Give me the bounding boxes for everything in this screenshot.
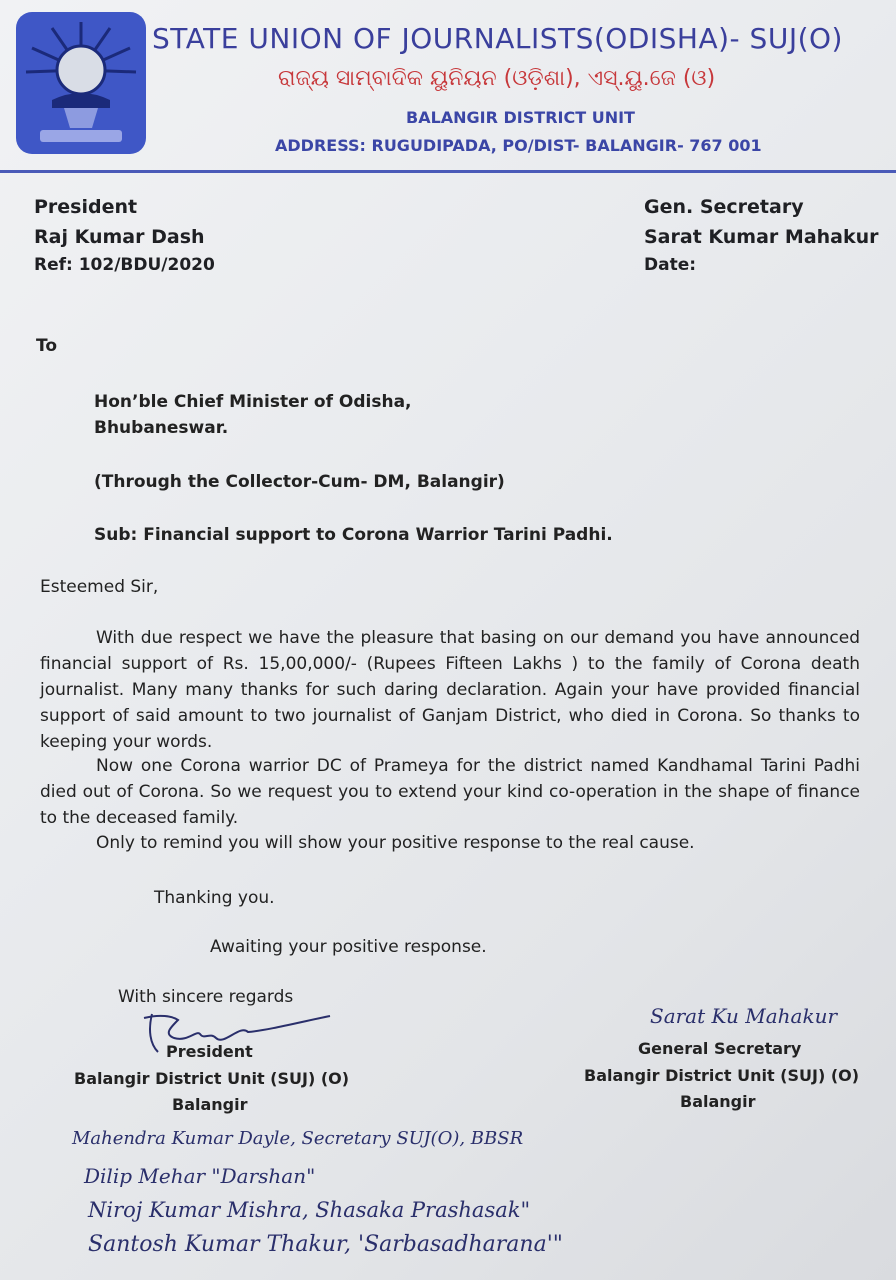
union-logo (12, 8, 150, 158)
secretary-signature: Sarat Ku Mahakur (650, 1004, 838, 1028)
subject-line: Sub: Financial support to Corona Warrior Tarini Padhi. (94, 525, 613, 545)
reference-number: Ref: 102/BDU/2020 (34, 255, 215, 275)
handwritten-note-3: Niroj Kumar Mishra, Shasaka Prashasak" (88, 1198, 531, 1222)
president-title: President (166, 1042, 253, 1061)
org-name-odia: ରାଜ୍ୟ ସାମ୍ବାଦିକ ୟୁନିୟନ (ଓଡ଼ିଶା), ଏସ୍.ୟୁ.ଜେ (ଓ) (278, 66, 716, 91)
handwritten-note-1: Mahendra Kumar Dayle, Secretary SUJ(O), BBSR (72, 1128, 524, 1149)
awaiting-line: Awaiting your positive response. (210, 937, 487, 957)
recipient-line1: Hon’ble Chief Minister of Odisha, (94, 392, 412, 412)
president-label: President (34, 196, 138, 218)
letterhead-divider (0, 170, 896, 173)
org-address: ADDRESS: RUGUDIPADA, PO/DIST- BALANGIR- 767 001 (275, 136, 762, 155)
president-name: Raj Kumar Dash (34, 226, 205, 248)
handwritten-note-4: Santosh Kumar Thakur, 'Sarbasadharana'" (88, 1232, 563, 1257)
paragraph-3: Only to remind you will show your positive response to the real cause. (96, 833, 695, 853)
through-line: (Through the Collector-Cum- DM, Balangir) (94, 472, 505, 492)
org-name: STATE UNION OF JOURNALISTS(ODISHA)- SUJ(O) (152, 22, 843, 55)
district-unit: BALANGIR DISTRICT UNIT (406, 108, 635, 127)
secretary-title: General Secretary (638, 1039, 802, 1058)
president-place: Balangir (172, 1095, 248, 1114)
secretary-unit: Balangir District Unit (SUJ) (O) (584, 1066, 860, 1085)
secretary-place: Balangir (680, 1092, 756, 1111)
recipient-line2: Bhubaneswar. (94, 418, 229, 438)
salutation: Esteemed Sir, (40, 577, 159, 597)
date-label: Date: (644, 255, 697, 275)
regards-line: With sincere regards (118, 987, 294, 1007)
president-unit: Balangir District Unit (SUJ) (O) (74, 1069, 350, 1088)
secretary-name: Sarat Kumar Mahakur (644, 226, 879, 248)
handwritten-note-2: Dilip Mehar "Darshan" (84, 1164, 316, 1188)
to-label: To (36, 336, 58, 356)
thanking-line: Thanking you. (154, 888, 275, 908)
paragraph-1: With due respect we have the pleasure that basing on our demand you have announced financial support of Rs. 15,00,000/- (Rupees Fifteen Lakhs ) to the family of Corona death journalist. Many many thanks for such daring declaration. Again your have provided financial support of said amount to two journalist of Ganjam District, who died in Corona. So thanks to keeping your words. (40, 628, 860, 752)
secretary-label: Gen. Secretary (644, 196, 804, 218)
paragraph-2: Now one Corona warrior DC of Prameya for the district named Kandhamal Tarini Padhi died out of Corona. So we request you to extend your kind co-operation in the shape of finance to the deceased family. (40, 756, 860, 828)
